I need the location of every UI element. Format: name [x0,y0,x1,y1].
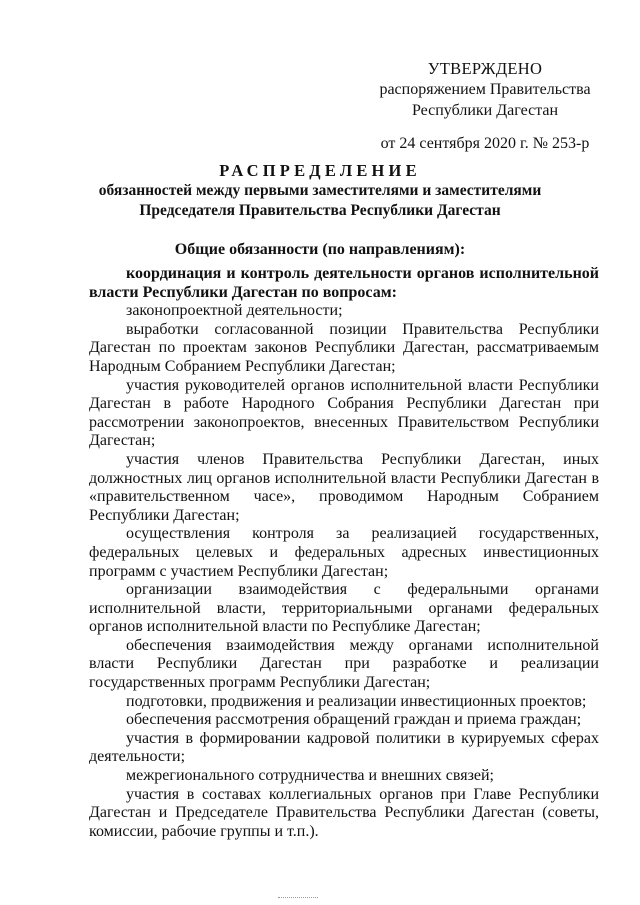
document-title: РАСПРЕДЕЛЕНИЕ [219,161,421,180]
duty-paragraph: выработки согласованной позиции Правительства Республики Дагестан по проектам законов Республики Дагестан, рассматриваемым Народным Собранием Республики Дагестан; [89,320,599,375]
approval-title: УТВЕРЖДЕНО [427,59,543,78]
duty-paragraph: участия в формировании кадровой политики в курируемых сферах деятельности; [89,729,599,766]
document-subtitle-line-1: обязанностей между первыми заместителями и заместителями [98,182,542,199]
approval-date: от 24 сентября 2020 г. № 253-р [380,135,590,152]
duty-paragraph: осуществления контроля за реализацией государственных, федеральных целевых и федеральных адресных инвестиционных программ с участием Республики Дагестан; [89,525,599,580]
duty-paragraph: организации взаимодействия с федеральными органами исполнительной власти, территориальными органами федеральных органов исполнительной власти по Республике Дагестан; [89,581,599,636]
duty-paragraph: участия членов Правительства Республики Дагестан, иных должностных лиц органов исполнительной власти Республики Дагестан в «правительственном часе», проводимом Народным Собранием Республики Дагестан; [89,450,599,524]
approval-stamp [360,58,610,154]
section-title: Общие обязанности (по направлениям): [174,241,466,258]
duty-paragraph: участия в составах коллегиальных органов при Главе Республики Дагестан и Председателе Правительства Республики Дагестан (советы, комиссии, рабочие группы и т.п.). [89,785,599,840]
document-body [89,265,599,841]
duty-paragraph: обеспечения взаимодействия между органами исполнительной власти Республики Дагестан при разработке и реализации государственных программ Республики Дагестан; [89,636,599,692]
duty-paragraph: участия руководителей органов исполнительной власти Республики Дагестан в работе Народного Собрания Республики Дагестан при рассмотрении законопроектов, внесенных Правительством Республики Дагестан; [89,376,599,450]
approval-line-2: Республики Дагестан [411,102,559,119]
document-subtitle [0,181,640,221]
document-subtitle-line-2: Председателя Правительства Республики Дагестан [139,202,501,219]
approval-line-1: распоряжением Правительства [379,81,591,98]
duty-paragraph: законопроектной деятельности; [126,302,343,320]
intro-paragraph: координация и контроль деятельности органов исполнительной власти Республики Дагестан по вопросам: [89,265,599,301]
duty-paragraph: обеспечения рассмотрения обращений граждан и приема граждан; [126,711,582,729]
page-footer-mark [278,897,318,900]
duty-paragraph: межрегионального сотрудничества и внешних связей; [126,767,494,785]
duty-paragraph: подготовки, продвижения и реализации инвестиционных проектов; [126,692,587,710]
